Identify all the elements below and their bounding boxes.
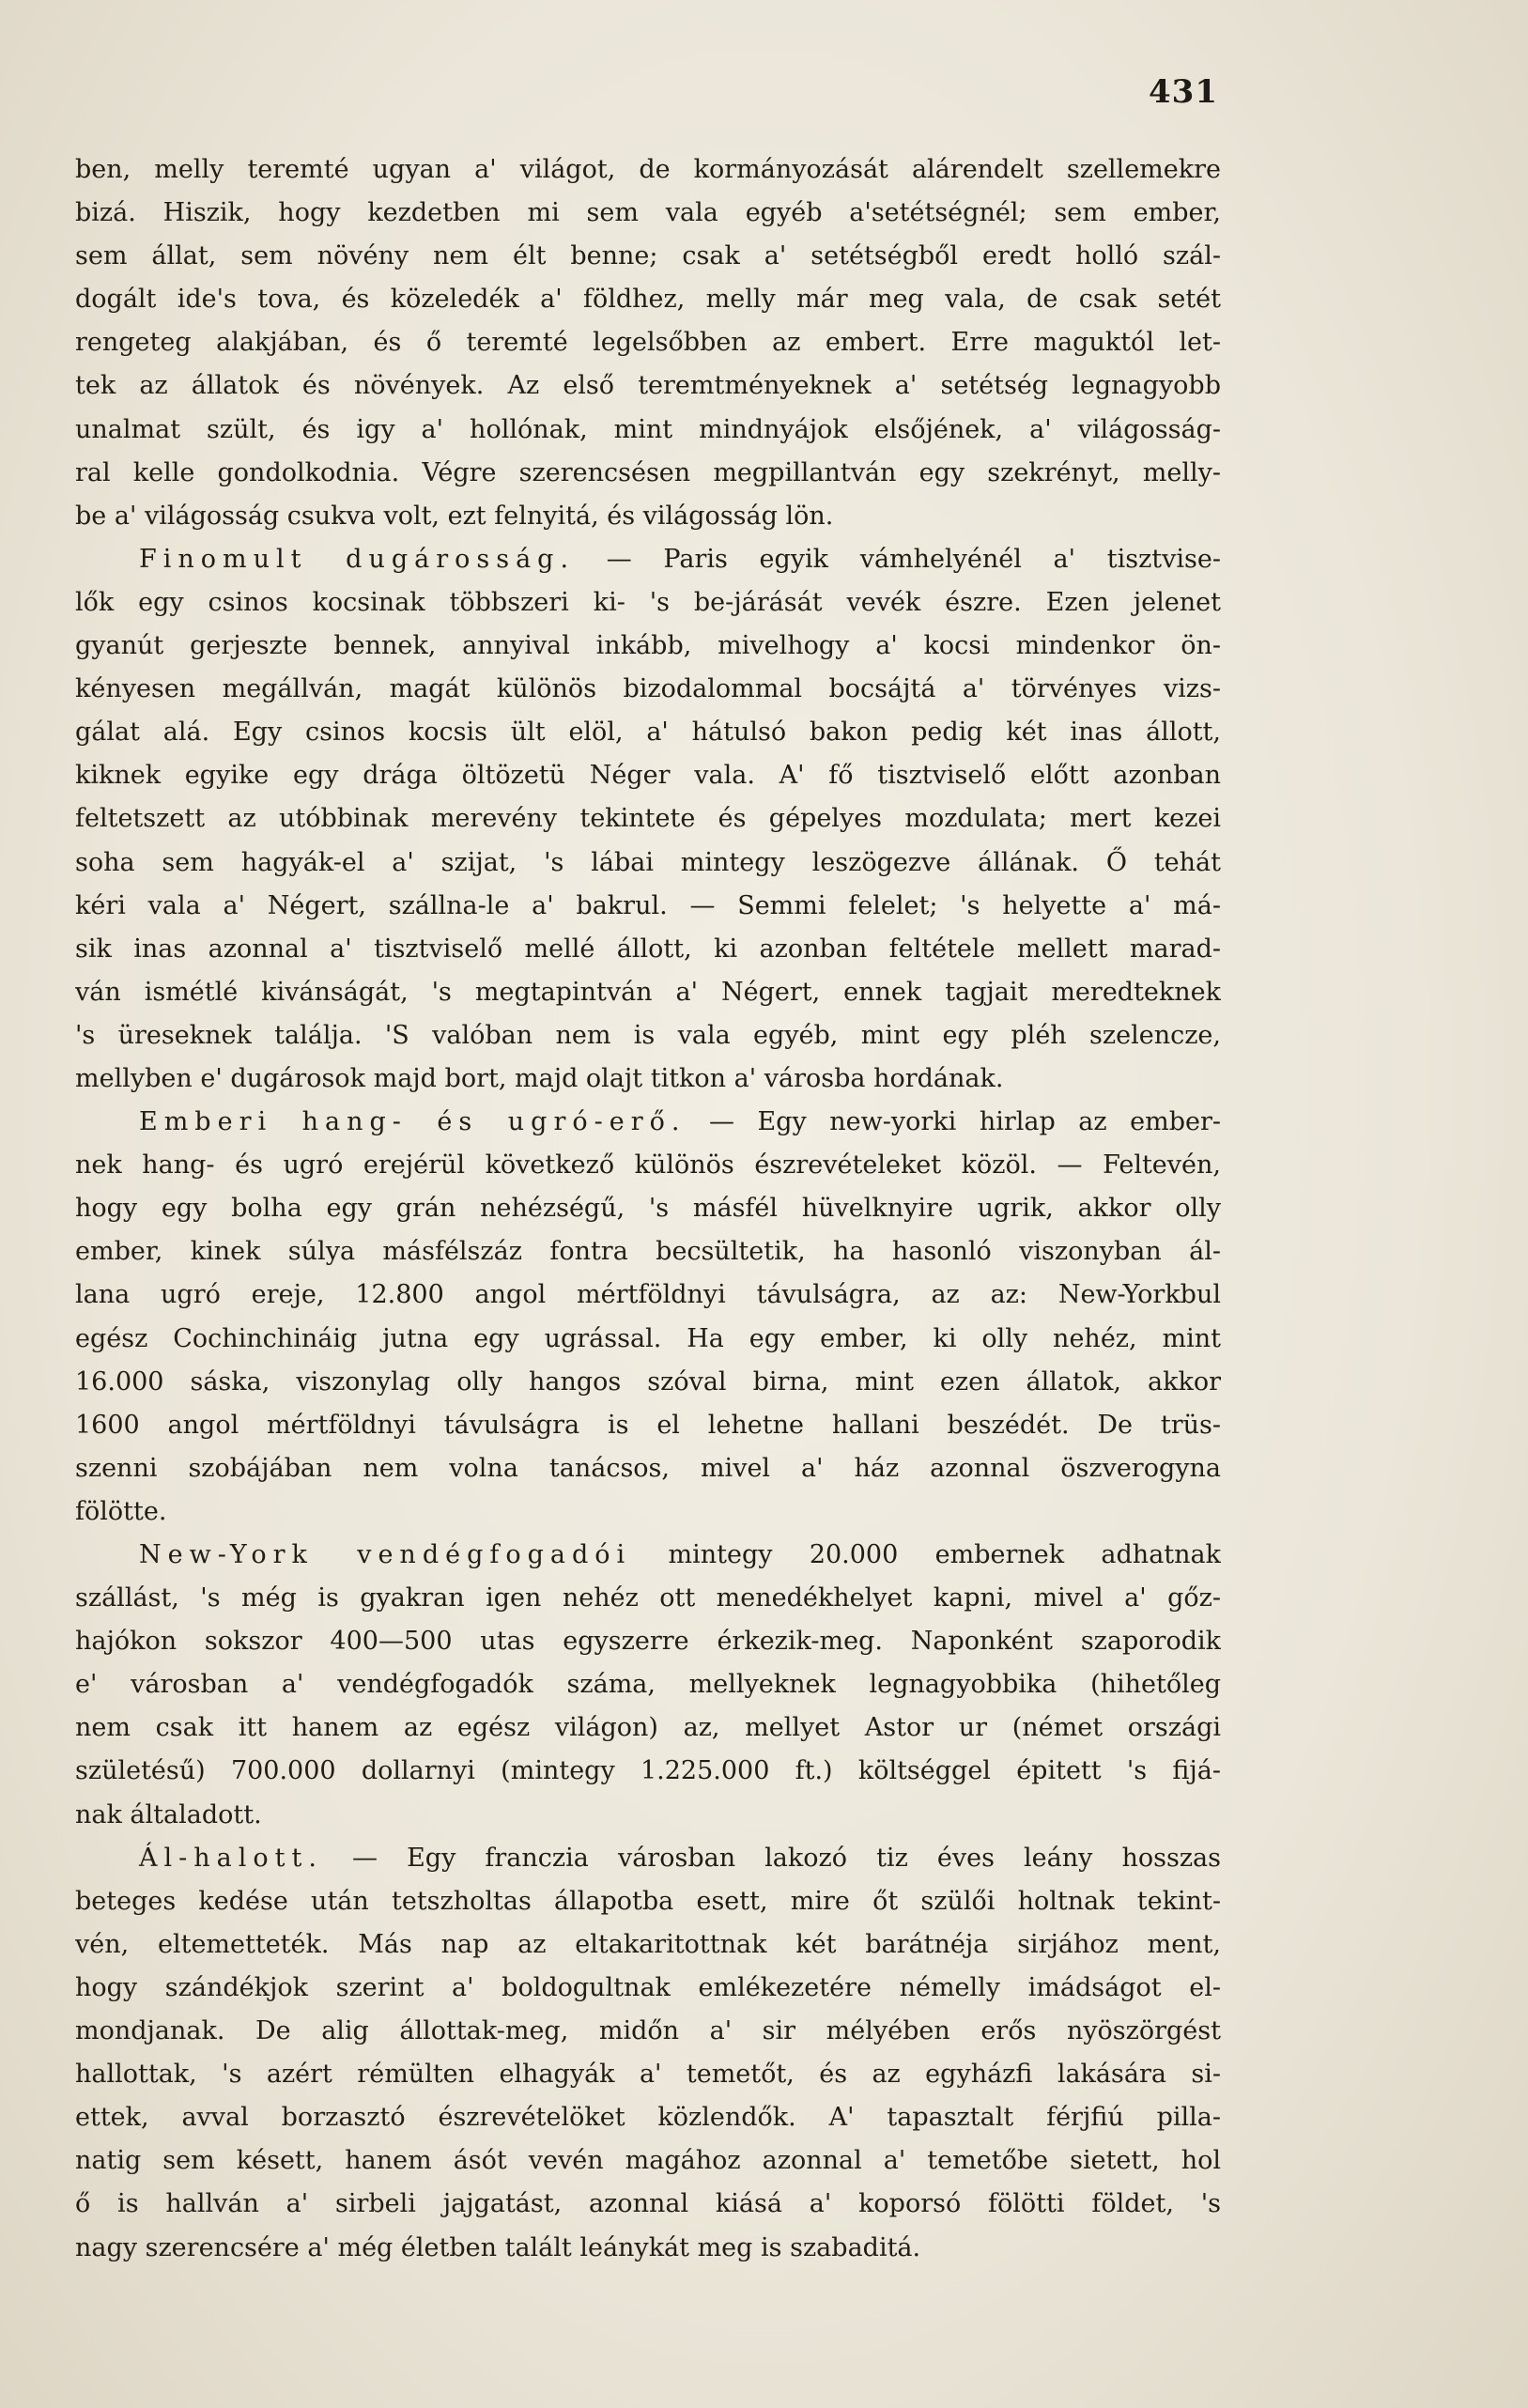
text-line (75, 1577, 1221, 1620)
line-text: ral kelle gondolkodnia. Végre szerencsésen megpillantván egy szekrényt, melly- (75, 457, 1221, 487)
line-text: gálat alá. Egy csinos kocsis ült elöl, a' hátulsó bakon pedig két inas állott, (75, 718, 1221, 748)
line-text: sem állat, sem növény nem élt benne; csak a' setétségből eredt holló szál- (75, 241, 1221, 271)
text-line (75, 1880, 1221, 1923)
text-line (75, 321, 1221, 364)
line-text: kiknek egyike egy drága öltözetü Néger vala. A' fő tisztviselő előtt azonban (75, 761, 1221, 791)
line-text: fölötte. (75, 1496, 167, 1526)
text-line (75, 364, 1221, 408)
line-text: mintegy 20.000 embernek adhatnak (631, 1540, 1221, 1569)
line-text: sik inas azonnal a' tisztviselő mellé állott, ki azonban feltétele mellett marad- (75, 934, 1221, 964)
line-text: nagy szerencsére a' még életben talált leánykát meg is szabaditá. (75, 2232, 921, 2262)
line-text: nek hang- és ugró erejérül következő különös észrevételeket közöl. — Feltevén, (75, 1150, 1221, 1181)
line-text: e' városban a' vendégfogadók száma, mellyeknek legnagyobbika (hihetőleg (75, 1670, 1221, 1700)
line-text: — Egy franczia városban lakozó tiz éves leány hosszas (322, 1843, 1221, 1873)
text-line (75, 2010, 1221, 2053)
text-line (75, 797, 1221, 841)
line-text: nem csak itt hanem az egész világon) az, mellyet Astor ur (német országi (75, 1713, 1221, 1743)
text-line (75, 1923, 1221, 1967)
text-line (75, 841, 1221, 885)
line-text: kényesen megállván, magát különös bizodalommal bocsájtá a' törvényes vizs- (75, 674, 1221, 704)
line-text: nak általadott. (75, 1799, 262, 1829)
line-text: születésű) 700.000 dollarnyi (mintegy 1.225.000 ft.) költséggel épitett 's fijá- (75, 1756, 1221, 1786)
line-text: egész Cochinchináig jutna egy ugrással. Ha egy ember, ki olly nehéz, mint (75, 1323, 1221, 1353)
text-line (75, 625, 1221, 668)
text-line (75, 1837, 1221, 1880)
text-line (75, 278, 1221, 321)
line-text: ember, kinek súlya másfélszáz fontra becsültetik, ha hasonló viszonyban ál- (75, 1237, 1221, 1267)
text-line (75, 1230, 1221, 1273)
line-text: ván ismétlé kivánságát, 's megtapintván a' Négert, ennek tagjait meredteknek (75, 977, 1221, 1007)
text-line (75, 971, 1221, 1014)
line-text: kéri vala a' Négert, szállna-le a' bakrul. — Semmi felelet; 's helyette a' má- (75, 890, 1221, 920)
section-lead: Ál-halott. (139, 1843, 323, 1873)
line-text: hogy szándékjok szerint a' boldogultnak emlékezetére némelly imádságot el- (75, 1972, 1221, 2002)
text-line (75, 1057, 1221, 1101)
text-line (75, 1750, 1221, 1793)
section-lead: New-York vendégfogadói (139, 1540, 632, 1569)
text-line (75, 1534, 1221, 1577)
line-text: hallottak, 's azért rémülten elhagyák a' temetőt, és az egyházfi lakására si- (75, 2060, 1221, 2090)
page-number: 431 (1149, 73, 1218, 111)
line-text: ben, melly teremté ugyan a' világot, de kormányozását alárendelt szellemekre (75, 155, 1221, 184)
line-text: 16.000 sáska, viszonylag olly hangos szóval birna, mint ezen állatok, akkor (75, 1366, 1221, 1397)
line-text: bizá. Hiszik, hogy kezdetben mi sem vala egyéb a'setétségnél; sem ember, (75, 198, 1221, 228)
text-line (75, 192, 1221, 235)
line-text: mondjanak. De alig állottak-meg, midőn a' sir mélyében erős nyöszörgést (75, 2016, 1221, 2046)
text-line (75, 1620, 1221, 1663)
text-line (75, 495, 1221, 538)
text-line (75, 885, 1221, 928)
body-text (75, 148, 1221, 2270)
text-line (75, 452, 1221, 495)
text-line (75, 235, 1221, 278)
text-line (75, 1273, 1221, 1317)
line-text: ettek, avval borzasztó észrevételöket közlendők. A' tapasztalt férjfiú pilla- (75, 2103, 1221, 2133)
line-text: beteges kedése után tetszholtas állapotba esett, mire őt szülői holtnak tekint- (75, 1886, 1221, 1916)
text-line (75, 2053, 1221, 2096)
line-text: ő is hallván a' sirbeli jajgatást, azonnal kiásá a' koporsó fölötti földet, 's (75, 2189, 1221, 2219)
line-text: mellyben e' dugárosok majd bort, majd olajt titkon a' városba hordának. (75, 1063, 1004, 1093)
line-text: — Paris egyik vámhelyénél a' tisztvise- (575, 544, 1221, 574)
text-line (75, 409, 1221, 452)
text-line (75, 2183, 1221, 2226)
text-line (75, 1318, 1221, 1361)
line-text: rengeteg alakjában, és ő teremté legelsőbben az embert. Erre maguktól let- (75, 328, 1221, 358)
line-text: szállást, 's még is gyakran igen nehéz ott menedékhelyet kapni, mivel a' gőz- (75, 1583, 1221, 1613)
line-text: 's üreseknek találja. 'S valóban nem is vala egyéb, mint egy pléh szelencze, (75, 1020, 1221, 1050)
line-text: hajókon sokszor 400—500 utas egyszerre érkezik-meg. Naponként szaporodik (75, 1627, 1221, 1657)
section-lead: Finomult dugárosság. (139, 544, 576, 574)
text-line (75, 538, 1221, 581)
line-text: feltetszett az utóbbinak merevény tekintete és gépelyes mozdulata; mert kezei (75, 804, 1221, 834)
line-text: lők egy csinos kocsinak többszeri ki- 's be-járását vevék észre. Ezen jelenet (75, 587, 1221, 617)
line-text: vén, eltemetteték. Más nap az eltakaritottnak két barátnéja sirjához ment, (75, 1929, 1221, 1959)
text-line (75, 1404, 1221, 1447)
text-line (75, 2096, 1221, 2139)
line-text: be a' világosság csukva volt, ezt felnyitá, és világosság lön. (75, 501, 834, 531)
text-line (75, 1447, 1221, 1490)
text-line (75, 1663, 1221, 1706)
text-line (75, 928, 1221, 971)
text-line (75, 754, 1221, 797)
line-text: 1600 angol mértföldnyi távulságra is el lehetne hallani beszédét. De trüs- (75, 1410, 1221, 1440)
line-text: soha sem hagyák-el a' szijat, 's lábai mintegy leszögezve állának. Ő tehát (75, 847, 1221, 877)
line-text: hogy egy bolha egy grán nehézségű, 's másfél hüvelknyire ugrik, akkor olly (75, 1194, 1221, 1224)
line-text: lana ugró ereje, 12.800 angol mértföldnyi távulságra, az az: New-Yorkbul (75, 1280, 1221, 1310)
line-text: natig sem késett, hanem ásót vevén magához azonnal a' temetőbe sietett, hol (75, 2146, 1221, 2176)
text-line (75, 1490, 1221, 1534)
section-lead: Emberi hang- és ugró-erő. (139, 1107, 687, 1137)
text-line (75, 1794, 1221, 1837)
line-text: — Egy new-yorki hirlap az ember- (686, 1107, 1221, 1137)
text-line (75, 668, 1221, 711)
text-line (75, 1144, 1221, 1187)
text-line (75, 2139, 1221, 2183)
text-line (75, 1967, 1221, 2010)
line-text: unalmat szült, és igy a' hollónak, mint mindnyájok elsőjének, a' világosság- (75, 414, 1221, 444)
line-text: gyanút gerjeszte bennek, annyival inkább, mivelhogy a' kocsi mindenkor ön- (75, 631, 1221, 661)
line-text: tek az állatok és növények. Az első teremtményeknek a' setétség legnagyobb (75, 371, 1221, 401)
text-line (75, 1014, 1221, 1057)
text-line (75, 581, 1221, 625)
text-line (75, 1101, 1221, 1144)
text-line (75, 1706, 1221, 1750)
text-line (75, 1187, 1221, 1230)
text-line (75, 711, 1221, 754)
text-line (75, 2227, 1221, 2270)
line-text: szenni szobájában nem volna tanácsos, mivel a' ház azonnal öszverogyna (75, 1453, 1221, 1483)
line-text: dogált ide's tova, és közeledék a' földhez, melly már meg vala, de csak setét (75, 285, 1221, 315)
text-line (75, 148, 1221, 192)
text-line (75, 1361, 1221, 1404)
